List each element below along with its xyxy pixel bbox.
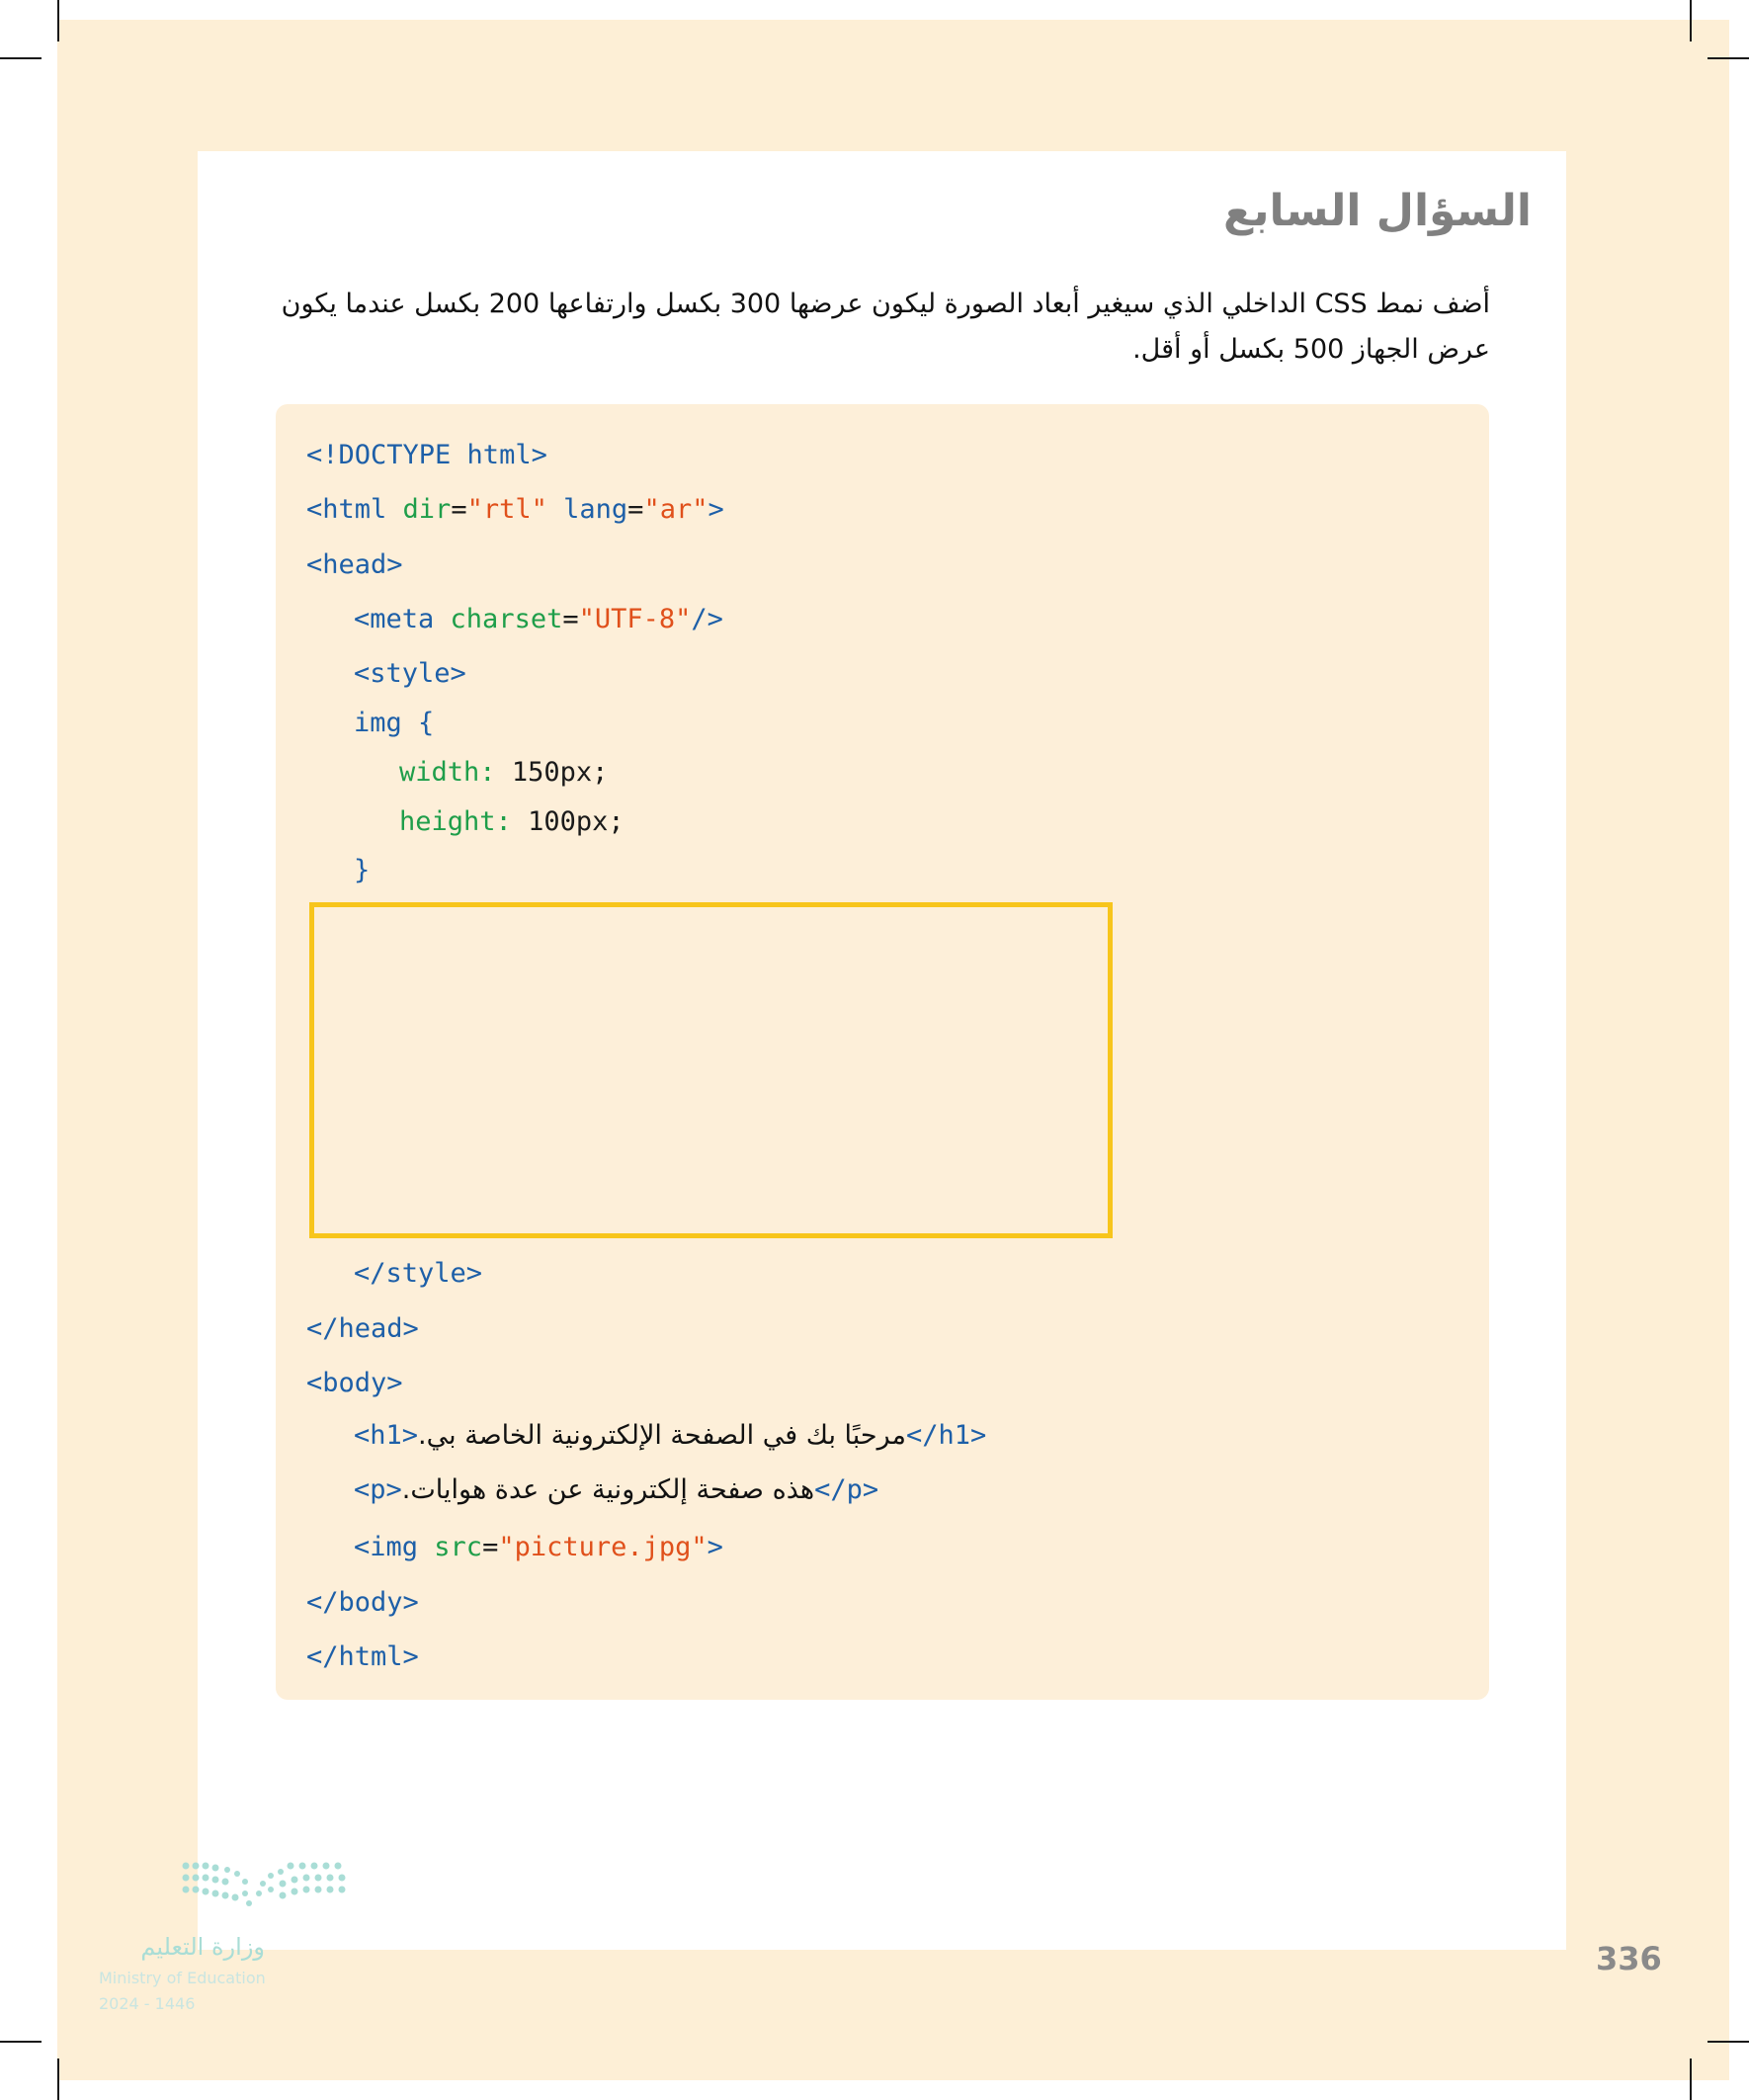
- crop-mark: [0, 57, 42, 59]
- code-attribute: lang: [563, 494, 628, 525]
- code-line-h1: [354, 1416, 986, 1456]
- code-line-width: [399, 753, 608, 793]
- code-line-head-open: [306, 546, 403, 585]
- crop-mark: [57, 0, 59, 42]
- code-tag: </h1>: [905, 1420, 987, 1451]
- code-equals: =: [627, 494, 644, 525]
- code-attribute: src: [434, 1532, 483, 1562]
- code-property: height:: [399, 806, 512, 837]
- code-tag: <img: [354, 1532, 419, 1562]
- code-h1-text: مرحبًا بك في الصفحة الإلكترونية الخاصة بي.: [418, 1420, 906, 1451]
- code-tag: <body>: [306, 1368, 403, 1398]
- code-tag: </html>: [306, 1641, 419, 1672]
- code-line-style-close: [354, 1254, 482, 1294]
- code-line-body-close: [306, 1583, 419, 1623]
- code-brace: }: [354, 855, 371, 885]
- code-line-html-close: [306, 1638, 419, 1677]
- code-line-head-close: [306, 1309, 419, 1349]
- question-text: أضف نمط CSS الداخلي الذي سيغير أبعاد الصورة ليكون عرضها 300 بكسل وارتفاعها 200 بكسل عندما يكون عرض الجهاز 500 بكسل أو أقل.: [281, 289, 1490, 365]
- code-attribute: charset: [450, 604, 563, 634]
- question-title: السؤال السابع: [1222, 186, 1532, 236]
- code-tag: </p>: [814, 1474, 879, 1505]
- code-line-body-open: [306, 1364, 403, 1403]
- code-equals: =: [562, 604, 579, 634]
- code-line-img-selector: [354, 704, 434, 743]
- code-tag: </style>: [354, 1258, 483, 1289]
- code-tag: </head>: [306, 1313, 419, 1344]
- ministry-name-english: Ministry of Education: [99, 1969, 266, 1987]
- code-line-meta: [354, 600, 723, 639]
- code-doctype: <!DOCTYPE html>: [306, 440, 547, 470]
- answer-box[interactable]: [309, 902, 1113, 1238]
- crop-mark: [1707, 57, 1749, 59]
- code-tag: </body>: [306, 1587, 419, 1618]
- code-property: width:: [399, 757, 496, 788]
- code-line-style-open: [354, 654, 466, 694]
- code-tag: >: [708, 494, 724, 525]
- crop-mark: [1690, 2058, 1692, 2100]
- crop-mark: [1707, 2041, 1749, 2043]
- code-string: "UTF-8": [578, 604, 692, 634]
- code-line-html-open: [306, 490, 724, 530]
- code-tag: <p>: [354, 1474, 402, 1505]
- crop-mark: [57, 2058, 59, 2100]
- code-selector: img {: [354, 708, 435, 738]
- code-tag: <style>: [354, 658, 466, 689]
- code-string: "ar": [643, 494, 708, 525]
- code-line-brace-close: [354, 851, 370, 890]
- code-tag: <html: [306, 494, 387, 525]
- ministry-year: 2024 - 1446: [99, 1994, 196, 2013]
- crop-mark: [0, 2041, 42, 2043]
- ministry-name-arabic: وزارة التعليم: [140, 1933, 265, 1961]
- code-string: "picture.jpg": [498, 1532, 708, 1562]
- code-tag: <head>: [306, 549, 403, 580]
- code-equals: =: [451, 494, 467, 525]
- code-string: "rtl": [466, 494, 547, 525]
- code-value: 150px;: [511, 757, 609, 788]
- page-number: 336: [1596, 1940, 1662, 1977]
- code-line-doctype: [306, 436, 547, 475]
- ministry-logo: [95, 1858, 362, 2026]
- code-line-img: [354, 1528, 723, 1567]
- code-tag: >: [707, 1532, 723, 1562]
- code-line-p: [354, 1470, 878, 1510]
- code-attribute: dir: [402, 494, 452, 525]
- code-value: 100px;: [528, 806, 625, 837]
- ministry-logo-icon: [180, 1858, 358, 1927]
- crop-mark: [1690, 0, 1692, 42]
- code-tag: <meta: [354, 604, 435, 634]
- code-tag: />: [691, 604, 723, 634]
- code-tag: <h1>: [354, 1420, 419, 1451]
- code-p-text: هذه صفحة إلكترونية عن عدة هوايات.: [401, 1474, 815, 1505]
- code-line-height: [399, 802, 625, 842]
- code-equals: =: [482, 1532, 499, 1562]
